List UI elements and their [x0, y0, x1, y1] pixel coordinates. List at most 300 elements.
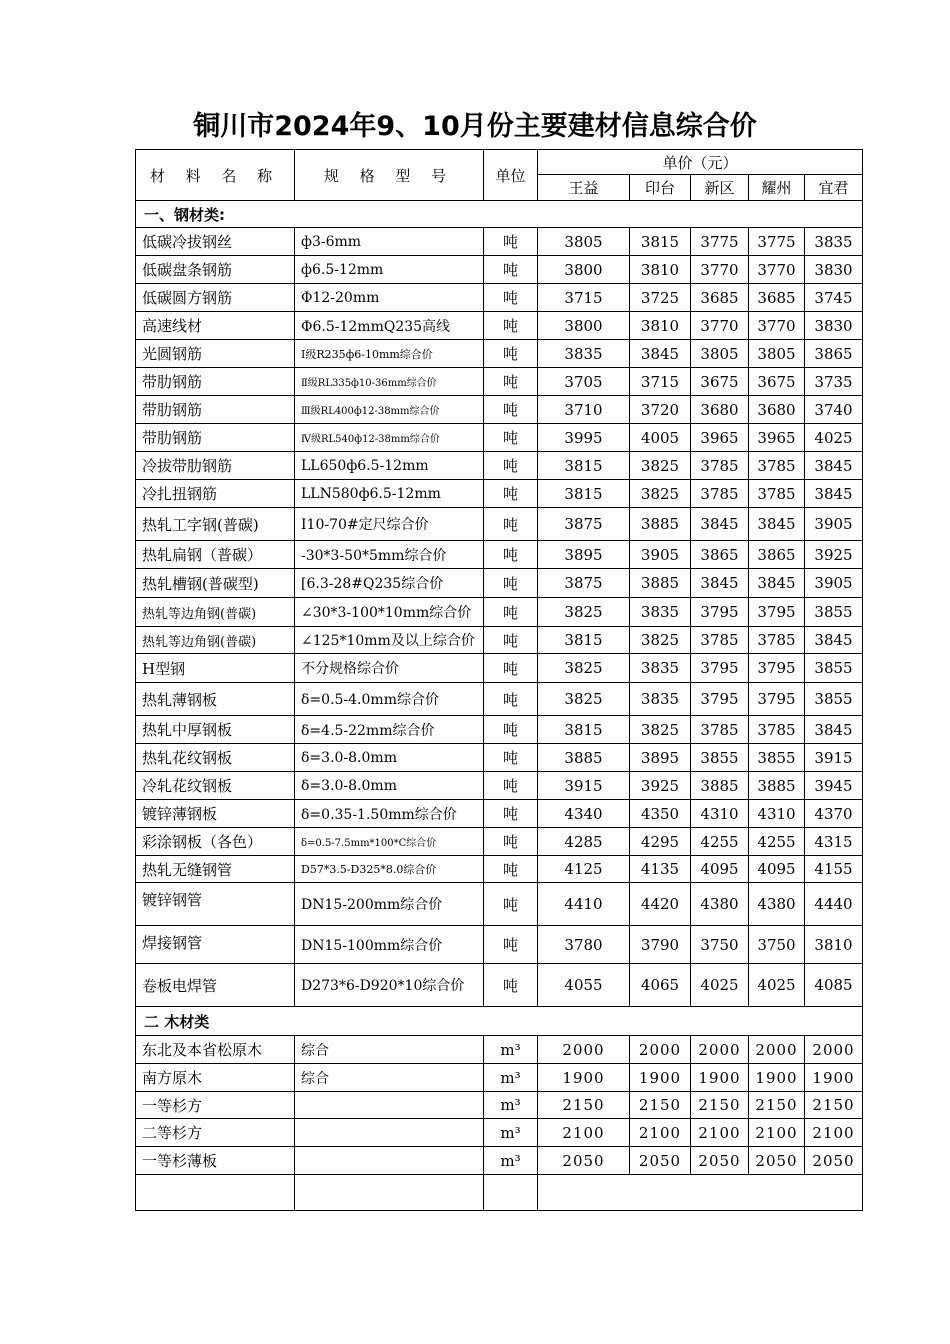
unit-cell: 吨: [484, 284, 538, 312]
material-name: 低碳圆方钢筋: [136, 284, 295, 312]
table-row: [136, 284, 863, 312]
price-cell: 2150: [805, 1092, 863, 1119]
price-cell: 3865: [805, 340, 863, 368]
material-name: 带肋钢筋: [136, 368, 295, 396]
unit-cell: 吨: [484, 396, 538, 424]
price-cell: 3865: [691, 541, 749, 569]
price-cell: 3855: [805, 598, 863, 627]
table-row: [136, 1119, 863, 1147]
price-cell: 4125: [538, 856, 630, 883]
price-cell: 2000: [805, 1036, 863, 1064]
price-cell: 3810: [630, 312, 691, 340]
material-name: 带肋钢筋: [136, 424, 295, 452]
material-name: 热轧中厚钢板: [136, 716, 295, 744]
spec-cell: Ⅲ级RL400ф12-38mm综合价: [295, 396, 484, 424]
price-cell: 4085: [805, 964, 863, 1007]
unit-cell: 吨: [484, 683, 538, 716]
table-row: [136, 856, 863, 883]
spec-cell: δ=3.0-8.0mm: [295, 772, 484, 800]
unit-cell: 吨: [484, 228, 538, 256]
price-cell: 2100: [630, 1119, 691, 1147]
table-row: [136, 1036, 863, 1064]
spec-cell: Φ6.5-12mmQ235高线: [295, 312, 484, 340]
price-cell: 4255: [749, 828, 805, 856]
price-cell: 2100: [538, 1119, 630, 1147]
material-name: 热轧等边角钢(普碳): [136, 627, 295, 654]
spec-cell: δ=3.0-8.0mm: [295, 744, 484, 772]
price-cell: 3685: [691, 284, 749, 312]
table-row: [136, 256, 863, 284]
price-cell: 3795: [749, 683, 805, 716]
price-cell: 3905: [805, 508, 863, 541]
price-cell: 3805: [538, 228, 630, 256]
table-row: [136, 654, 863, 683]
price-cell: 3680: [749, 396, 805, 424]
unit-cell: m³: [484, 1119, 538, 1147]
price-cell: 4310: [749, 800, 805, 828]
table-row: [136, 228, 863, 256]
price-cell: 3780: [538, 926, 630, 964]
price-cell: 3715: [630, 368, 691, 396]
material-name: 热轧花纹钢板: [136, 744, 295, 772]
price-cell: 3825: [630, 627, 691, 654]
price-cell: 3855: [805, 683, 863, 716]
price-cell: 3885: [630, 569, 691, 598]
price-cell: 3680: [691, 396, 749, 424]
spec-cell: δ=0.35-1.50mm综合价: [295, 800, 484, 828]
material-name: 光圆钢筋: [136, 340, 295, 368]
unit-cell: 吨: [484, 964, 538, 1007]
price-cell: 3905: [630, 541, 691, 569]
unit-cell: 吨: [484, 480, 538, 508]
empty-cell: [484, 1175, 538, 1211]
spec-cell: Ⅳ级RL540ф12-38mm综合价: [295, 424, 484, 452]
price-table: [135, 149, 863, 1211]
unit-cell: 吨: [484, 508, 538, 541]
header-spec: 规 格 型 号: [295, 150, 484, 201]
unit-cell: 吨: [484, 828, 538, 856]
spec-cell: [295, 1092, 484, 1119]
price-cell: 3815: [538, 480, 630, 508]
price-cell: 4380: [691, 883, 749, 926]
price-cell: 4440: [805, 883, 863, 926]
material-name: 一等杉薄板: [136, 1147, 295, 1175]
material-name: 东北及本省松原木: [136, 1036, 295, 1064]
table-row: [136, 508, 863, 541]
spec-cell: δ=0.5-7.5mm*100*C综合价: [295, 828, 484, 856]
unit-cell: m³: [484, 1064, 538, 1092]
price-cell: 3825: [630, 716, 691, 744]
spec-cell: [6.3-28#Q235综合价: [295, 569, 484, 598]
spec-cell: [295, 1147, 484, 1175]
price-cell: 3815: [630, 228, 691, 256]
spec-cell: ф6.5-12mm: [295, 256, 484, 284]
unit-cell: 吨: [484, 716, 538, 744]
price-cell: 3905: [805, 569, 863, 598]
unit-cell: 吨: [484, 598, 538, 627]
table-row: [136, 744, 863, 772]
header-row: [136, 150, 863, 175]
spec-cell: D273*6-D920*10综合价: [295, 964, 484, 1007]
price-cell: 3725: [630, 284, 691, 312]
price-cell: 3885: [630, 508, 691, 541]
header-price: 单价（元）: [538, 150, 863, 175]
spec-cell: [295, 1119, 484, 1147]
price-cell: 2050: [749, 1147, 805, 1175]
price-cell: 3835: [538, 340, 630, 368]
price-cell: 2150: [538, 1092, 630, 1119]
price-cell: 3795: [691, 654, 749, 683]
table-row: [136, 452, 863, 480]
price-cell: 4025: [691, 964, 749, 1007]
header-unit: 单位: [484, 150, 538, 201]
unit-cell: 吨: [484, 340, 538, 368]
unit-cell: 吨: [484, 424, 538, 452]
spec-cell: Ⅱ级RL335ф10-36mm综合价: [295, 368, 484, 396]
unit-cell: 吨: [484, 856, 538, 883]
price-cell: 4370: [805, 800, 863, 828]
price-cell: 3715: [538, 284, 630, 312]
spec-cell: ∠30*3-100*10mm综合价: [295, 598, 484, 627]
price-cell: 4410: [538, 883, 630, 926]
table-row: [136, 1147, 863, 1175]
price-cell: 3675: [691, 368, 749, 396]
price-cell: 3775: [691, 228, 749, 256]
spec-cell: ф3-6mm: [295, 228, 484, 256]
price-cell: 1900: [805, 1064, 863, 1092]
spec-cell: 不分规格综合价: [295, 654, 484, 683]
price-cell: 3750: [691, 926, 749, 964]
price-cell: 3875: [538, 569, 630, 598]
unit-cell: 吨: [484, 312, 538, 340]
header-region: 新区: [691, 175, 749, 201]
table-row: [136, 883, 863, 926]
price-cell: 4255: [691, 828, 749, 856]
price-cell: 3805: [691, 340, 749, 368]
price-cell: 2100: [805, 1119, 863, 1147]
price-cell: 3855: [691, 744, 749, 772]
price-cell: 4135: [630, 856, 691, 883]
price-cell: 2150: [749, 1092, 805, 1119]
price-cell: 3785: [691, 452, 749, 480]
price-cell: 3825: [630, 480, 691, 508]
price-cell: 2150: [691, 1092, 749, 1119]
unit-cell: 吨: [484, 772, 538, 800]
price-cell: 2050: [538, 1147, 630, 1175]
unit-cell: 吨: [484, 368, 538, 396]
header-material-name: 材 料 名 称: [136, 150, 295, 201]
price-cell: 3845: [805, 480, 863, 508]
price-cell: 3795: [749, 598, 805, 627]
spec-cell: 综合: [295, 1036, 484, 1064]
price-cell: 3830: [805, 312, 863, 340]
spec-cell: D57*3.5-D325*8.0综合价: [295, 856, 484, 883]
price-cell: 2100: [691, 1119, 749, 1147]
spec-cell: Ⅰ级R235ф6-10mm综合价: [295, 340, 484, 368]
price-cell: 4340: [538, 800, 630, 828]
price-cell: 3770: [749, 256, 805, 284]
table-row: [136, 424, 863, 452]
price-cell: 3895: [538, 541, 630, 569]
table-row: [136, 1064, 863, 1092]
price-cell: 3965: [749, 424, 805, 452]
price-cell: 3815: [538, 452, 630, 480]
price-cell: 3810: [630, 256, 691, 284]
table-row: [136, 800, 863, 828]
section-title: 二 木材类: [136, 1007, 863, 1036]
spec-cell: δ=4.5-22mm综合价: [295, 716, 484, 744]
material-name: 热轧扁钢（普碳）: [136, 541, 295, 569]
price-cell: 4285: [538, 828, 630, 856]
price-cell: 3845: [630, 340, 691, 368]
header-region: 耀州: [749, 175, 805, 201]
price-cell: 3845: [691, 569, 749, 598]
section-row: [136, 201, 863, 228]
spec-cell: -30*3-50*5mm综合价: [295, 541, 484, 569]
price-cell: 4095: [749, 856, 805, 883]
price-cell: 3885: [538, 744, 630, 772]
price-cell: 2000: [691, 1036, 749, 1064]
material-name: 冷轧花纹钢板: [136, 772, 295, 800]
spec-cell: DN15-200mm综合价: [295, 883, 484, 926]
material-name: 彩涂钢板（各色）: [136, 828, 295, 856]
price-cell: 3800: [538, 256, 630, 284]
price-cell: 3845: [749, 508, 805, 541]
material-name: 南方原木: [136, 1064, 295, 1092]
price-cell: 3855: [749, 744, 805, 772]
price-cell: 3785: [691, 480, 749, 508]
price-cell: 1900: [538, 1064, 630, 1092]
price-cell: 3785: [749, 452, 805, 480]
price-cell: 4380: [749, 883, 805, 926]
price-cell: 3835: [630, 654, 691, 683]
section-title: 一、钢材类:: [136, 201, 863, 228]
price-cell: 4095: [691, 856, 749, 883]
price-cell: 3790: [630, 926, 691, 964]
unit-cell: 吨: [484, 800, 538, 828]
price-cell: 3675: [749, 368, 805, 396]
unit-cell: 吨: [484, 926, 538, 964]
spec-cell: DN15-100mm综合价: [295, 926, 484, 964]
table-row: [136, 598, 863, 627]
price-cell: 3855: [805, 654, 863, 683]
material-name: 冷拔带肋钢筋: [136, 452, 295, 480]
material-name: 二等杉方: [136, 1119, 295, 1147]
table-row: [136, 480, 863, 508]
price-cell: 3720: [630, 396, 691, 424]
material-name: 高速线材: [136, 312, 295, 340]
price-cell: 3785: [749, 480, 805, 508]
spec-cell: Φ12-20mm: [295, 284, 484, 312]
price-cell: 3815: [538, 716, 630, 744]
price-cell: 3795: [691, 598, 749, 627]
price-cell: 3835: [805, 228, 863, 256]
unit-cell: 吨: [484, 256, 538, 284]
price-cell: 3815: [538, 627, 630, 654]
price-cell: 4025: [749, 964, 805, 1007]
price-cell: 3835: [630, 683, 691, 716]
price-cell: 3845: [805, 452, 863, 480]
table-row: [136, 368, 863, 396]
price-cell: 3825: [538, 654, 630, 683]
material-name: 镀锌钢管: [136, 883, 295, 926]
price-cell: 3845: [805, 716, 863, 744]
price-cell: 3785: [691, 716, 749, 744]
spec-cell: 综合: [295, 1064, 484, 1092]
unit-cell: m³: [484, 1147, 538, 1175]
price-cell: 3925: [805, 541, 863, 569]
price-cell: 3825: [538, 598, 630, 627]
price-cell: 3785: [749, 627, 805, 654]
page-title: 铜川市2024年9、10月份主要建材信息综合价: [193, 111, 757, 142]
price-cell: 3845: [691, 508, 749, 541]
material-name: 卷板电焊管: [136, 964, 295, 1007]
material-name: 焊接钢管: [136, 926, 295, 964]
empty-cell: [538, 1175, 863, 1211]
price-cell: 2000: [749, 1036, 805, 1064]
material-name: 热轧无缝钢管: [136, 856, 295, 883]
price-cell: 4310: [691, 800, 749, 828]
price-cell: 3915: [805, 744, 863, 772]
price-cell: 4055: [538, 964, 630, 1007]
empty-cell: [295, 1175, 484, 1211]
price-cell: 3795: [691, 683, 749, 716]
price-cell: 3845: [805, 627, 863, 654]
price-cell: 1900: [630, 1064, 691, 1092]
unit-cell: 吨: [484, 627, 538, 654]
price-cell: 1900: [749, 1064, 805, 1092]
price-cell: 3915: [538, 772, 630, 800]
table-row: [136, 1092, 863, 1119]
price-cell: 3775: [749, 228, 805, 256]
material-name: 低碳冷拔钢丝: [136, 228, 295, 256]
unit-cell: 吨: [484, 452, 538, 480]
price-cell: 3800: [538, 312, 630, 340]
price-cell: 3705: [538, 368, 630, 396]
spec-cell: LL650ф6.5-12mm: [295, 452, 484, 480]
price-cell: 3895: [630, 744, 691, 772]
price-cell: 3885: [749, 772, 805, 800]
price-cell: 3785: [749, 716, 805, 744]
price-cell: 3740: [805, 396, 863, 424]
price-cell: 3685: [749, 284, 805, 312]
price-cell: 3830: [805, 256, 863, 284]
price-cell: 4350: [630, 800, 691, 828]
empty-row: [136, 1175, 863, 1211]
price-cell: 2150: [630, 1092, 691, 1119]
unit-cell: 吨: [484, 744, 538, 772]
price-cell: 3845: [749, 569, 805, 598]
table-row: [136, 627, 863, 654]
header-region: 王益: [538, 175, 630, 201]
table-row: [136, 926, 863, 964]
table-row: [136, 964, 863, 1007]
price-cell: 4155: [805, 856, 863, 883]
price-cell: 4295: [630, 828, 691, 856]
material-name: 镀锌薄钢板: [136, 800, 295, 828]
spec-cell: ∠125*10mm及以上综合价: [295, 627, 484, 654]
section-row: [136, 1007, 863, 1036]
spec-cell: LLN580ф6.5-12mm: [295, 480, 484, 508]
unit-cell: 吨: [484, 541, 538, 569]
price-cell: 2100: [749, 1119, 805, 1147]
price-cell: 3925: [630, 772, 691, 800]
price-cell: 2050: [630, 1147, 691, 1175]
price-cell: 2050: [691, 1147, 749, 1175]
material-name: 冷扎扭钢筋: [136, 480, 295, 508]
price-cell: 3835: [630, 598, 691, 627]
price-cell: 3865: [749, 541, 805, 569]
table-row: [136, 569, 863, 598]
price-cell: 3785: [691, 627, 749, 654]
price-cell: 4005: [630, 424, 691, 452]
price-cell: 3770: [691, 312, 749, 340]
price-cell: 3885: [691, 772, 749, 800]
price-cell: 3875: [538, 508, 630, 541]
table-row: [136, 541, 863, 569]
table-row: [136, 340, 863, 368]
price-cell: 3750: [749, 926, 805, 964]
price-cell: 3745: [805, 284, 863, 312]
table-row: [136, 312, 863, 340]
material-name: 带肋钢筋: [136, 396, 295, 424]
price-cell: 3965: [691, 424, 749, 452]
price-cell: 4065: [630, 964, 691, 1007]
material-name: 一等杉方: [136, 1092, 295, 1119]
unit-cell: m³: [484, 1036, 538, 1064]
price-cell: 3805: [749, 340, 805, 368]
price-cell: 4025: [805, 424, 863, 452]
table-row: [136, 396, 863, 424]
price-cell: 3810: [805, 926, 863, 964]
price-cell: 3795: [749, 654, 805, 683]
table-row: [136, 772, 863, 800]
spec-cell: Ⅰ10-70#定尺综合价: [295, 508, 484, 541]
spec-cell: δ=0.5-4.0mm综合价: [295, 683, 484, 716]
price-cell: 2000: [538, 1036, 630, 1064]
header-region: 印台: [630, 175, 691, 201]
material-name: 热轧薄钢板: [136, 683, 295, 716]
price-cell: 3770: [691, 256, 749, 284]
header-region: 宜君: [805, 175, 863, 201]
unit-cell: 吨: [484, 654, 538, 683]
table-row: [136, 828, 863, 856]
price-cell: 3770: [749, 312, 805, 340]
price-cell: 3945: [805, 772, 863, 800]
price-cell: 3995: [538, 424, 630, 452]
price-cell: 2050: [805, 1147, 863, 1175]
material-name: 热轧工字钢(普碳): [136, 508, 295, 541]
price-cell: 4315: [805, 828, 863, 856]
price-cell: 3710: [538, 396, 630, 424]
unit-cell: 吨: [484, 883, 538, 926]
price-cell: 4420: [630, 883, 691, 926]
material-name: 热轧等边角钢(普碳): [136, 598, 295, 627]
unit-cell: 吨: [484, 569, 538, 598]
table-row: [136, 683, 863, 716]
empty-cell: [136, 1175, 295, 1211]
price-cell: 1900: [691, 1064, 749, 1092]
price-cell: 2000: [630, 1036, 691, 1064]
table-row: [136, 716, 863, 744]
unit-cell: m³: [484, 1092, 538, 1119]
price-cell: 3825: [630, 452, 691, 480]
price-cell: 3735: [805, 368, 863, 396]
material-name: H型钢: [136, 654, 295, 683]
material-name: 热轧槽钢(普碳型): [136, 569, 295, 598]
price-cell: 3825: [538, 683, 630, 716]
material-name: 低碳盘条钢筋: [136, 256, 295, 284]
